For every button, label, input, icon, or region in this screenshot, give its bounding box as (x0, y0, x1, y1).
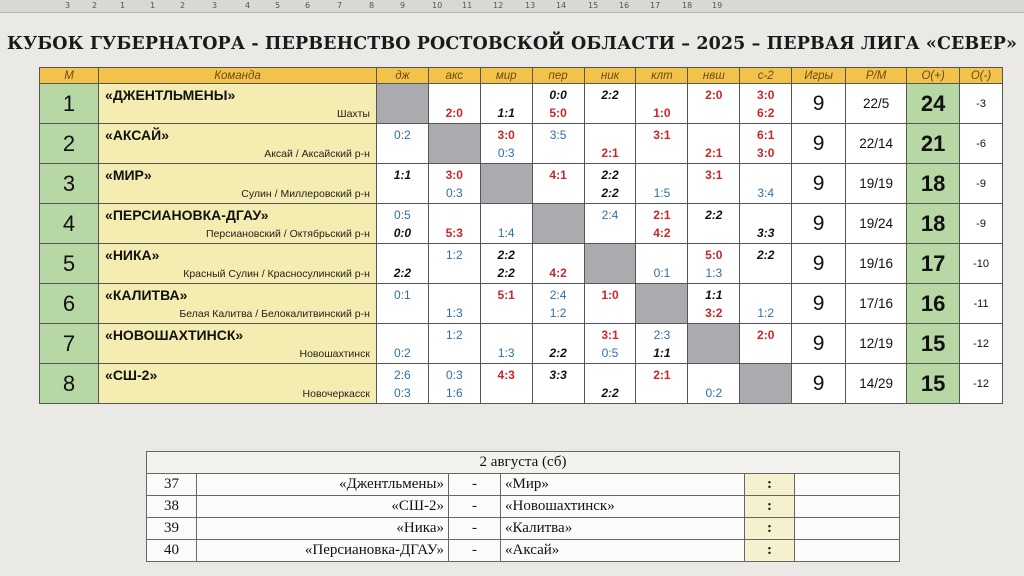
match-score: 1:3 (445, 306, 463, 320)
home-team: «СШ-2» (197, 496, 449, 518)
column-header: с-2 (740, 68, 792, 84)
match-score: 1:2 (445, 328, 463, 342)
result-cell (740, 204, 792, 244)
place-cell: 5 (40, 244, 99, 284)
points-cell: 17 (907, 244, 960, 284)
ruler-tick: 1 (120, 1, 126, 10)
match-score: 2:2 (705, 208, 723, 222)
result-cell (636, 244, 688, 284)
goals-cell: 19/19 (846, 164, 907, 204)
score-field: : (745, 540, 795, 562)
games-cell: 9 (792, 124, 846, 164)
team-cell (99, 84, 377, 124)
match-score: 3:1 (705, 168, 723, 182)
team-city: Шахты (336, 108, 370, 120)
result-cell (428, 84, 480, 124)
match-score: 2:2 (497, 266, 515, 280)
match-score: 0:5 (394, 208, 411, 222)
games-cell: 9 (792, 284, 846, 324)
empty-cell (795, 540, 900, 562)
result-cell (636, 124, 688, 164)
match-score: 3:0 (445, 168, 463, 182)
ruler-tick: 14 (556, 1, 567, 10)
match-score: 2:1 (653, 368, 671, 382)
team-row (40, 124, 1003, 164)
place-cell: 7 (40, 324, 99, 364)
home-team: «Джентльмены» (197, 474, 449, 496)
match-score: 2:1 (601, 146, 619, 160)
team-row (40, 284, 1003, 324)
games-cell: 9 (792, 204, 846, 244)
team-name: «СШ-2» (105, 367, 158, 383)
team-city: Сулин / Миллеровский р-н (241, 188, 370, 200)
result-cell (376, 244, 428, 284)
match-score: 1:0 (601, 288, 619, 302)
team-row (40, 244, 1003, 284)
team-name: «НИКА» (105, 247, 160, 263)
team-row (40, 204, 1003, 244)
points-cell: 21 (907, 124, 960, 164)
team-name: «АКСАЙ» (105, 127, 170, 143)
points-cell: 18 (907, 164, 960, 204)
result-cell (532, 284, 584, 324)
result-cell (584, 84, 636, 124)
points-cell: 15 (907, 324, 960, 364)
goals-cell: 12/19 (846, 324, 907, 364)
empty-cell (795, 474, 900, 496)
away-team: «Новошахтинск» (501, 496, 745, 518)
match-score: 1:3 (705, 266, 723, 280)
result-cell (480, 204, 532, 244)
place-cell: 3 (40, 164, 99, 204)
result-cell (636, 364, 688, 404)
result-cell (740, 324, 792, 364)
place-cell: 1 (40, 84, 99, 124)
result-cell (376, 124, 428, 164)
match-score: 3:0 (757, 146, 775, 160)
match-score: 2:4 (601, 208, 619, 222)
ruler-tick: 10 (432, 1, 443, 10)
result-cell (584, 124, 636, 164)
self-match-cell (740, 364, 792, 404)
match-dash: - (449, 540, 501, 562)
match-score: 0:2 (394, 128, 411, 142)
match-score: 6:2 (757, 106, 775, 120)
match-score: 2:2 (601, 88, 619, 102)
ruler-tick: 3 (212, 1, 218, 10)
games-cell: 9 (792, 364, 846, 404)
team-cell (99, 244, 377, 284)
result-cell (584, 364, 636, 404)
team-city: Новочеркасск (302, 388, 370, 400)
match-score: 2:4 (549, 288, 567, 302)
match-score: 1:1 (705, 288, 723, 302)
column-header: мир (480, 68, 532, 84)
empty-cell (795, 496, 900, 518)
match-score: 0:3 (394, 386, 411, 400)
points-lost-cell: -12 (960, 364, 1003, 404)
match-score: 2:0 (705, 88, 723, 102)
points-lost-cell: -3 (960, 84, 1003, 124)
result-cell (532, 364, 584, 404)
result-cell (376, 324, 428, 364)
place-cell: 8 (40, 364, 99, 404)
match-score: 2:2 (497, 248, 515, 262)
result-cell (688, 204, 740, 244)
result-cell (584, 324, 636, 364)
ruler-tick: 9 (400, 1, 406, 10)
match-score: 1:1 (653, 346, 671, 360)
result-cell (480, 364, 532, 404)
match-score: 1:1 (497, 106, 515, 120)
goals-cell: 22/14 (846, 124, 907, 164)
match-score: 2:2 (601, 168, 619, 182)
result-cell (428, 164, 480, 204)
place-cell: 2 (40, 124, 99, 164)
match-score: 1:5 (653, 186, 671, 200)
match-score: 3:2 (705, 306, 723, 320)
schedule-date: 2 августа (сб) (147, 452, 900, 474)
match-score: 2:2 (601, 186, 619, 200)
team-cell (99, 364, 377, 404)
self-match-cell (636, 284, 688, 324)
match-score: 2:1 (705, 146, 723, 160)
games-cell: 9 (792, 244, 846, 284)
match-score: 6:1 (757, 128, 775, 142)
match-score: 0:0 (393, 226, 412, 240)
ruler-tick: 11 (462, 1, 473, 10)
result-cell (376, 364, 428, 404)
ruler-tick: 18 (682, 1, 693, 10)
result-cell (532, 124, 584, 164)
match-score: 5:0 (705, 248, 723, 262)
match-score: 4:2 (653, 226, 671, 240)
column-header: О(-) (960, 68, 1003, 84)
match-number: 37 (147, 474, 197, 496)
result-cell (376, 164, 428, 204)
team-city: Красный Сулин / Красносулинский р-н (183, 268, 370, 280)
match-score: 1:0 (653, 106, 671, 120)
match-score: 1:2 (757, 306, 775, 320)
result-cell (636, 84, 688, 124)
result-cell (636, 204, 688, 244)
team-city: Белая Калитва / Белокалитвинский р-н (179, 308, 370, 320)
match-score: 0:5 (601, 346, 619, 360)
result-cell (480, 324, 532, 364)
points-cell: 18 (907, 204, 960, 244)
self-match-cell (480, 164, 532, 204)
column-header: ник (584, 68, 636, 84)
goals-cell: 19/24 (846, 204, 907, 244)
match-score: 3:4 (757, 186, 775, 200)
match-score: 0:3 (445, 368, 463, 382)
team-row (40, 84, 1003, 124)
match-number: 39 (147, 518, 197, 540)
result-cell (636, 164, 688, 204)
team-cell (99, 284, 377, 324)
match-score: 2:0 (445, 106, 463, 120)
match-score: 1:2 (445, 248, 463, 262)
self-match-cell (688, 324, 740, 364)
result-cell (688, 164, 740, 204)
schedule-table (146, 451, 900, 562)
points-lost-cell: -9 (960, 164, 1003, 204)
away-team: «Калитва» (501, 518, 745, 540)
match-score: 2:1 (653, 208, 671, 222)
result-cell (428, 244, 480, 284)
match-number: 38 (147, 496, 197, 518)
ruler-tick: 7 (337, 1, 343, 10)
team-cell (99, 204, 377, 244)
self-match-cell (428, 124, 480, 164)
result-cell (532, 324, 584, 364)
ruler-tick: 19 (712, 1, 723, 10)
points-lost-cell: -11 (960, 284, 1003, 324)
match-dash: - (449, 474, 501, 496)
standings-header-row (40, 68, 1003, 84)
team-name: «ПЕРСИАНОВКА-ДГАУ» (105, 207, 269, 223)
away-team: «Мир» (501, 474, 745, 496)
match-score: 0:1 (653, 266, 671, 280)
result-cell (740, 84, 792, 124)
team-cell (99, 124, 377, 164)
match-score: 2:3 (653, 328, 671, 342)
match-score: 1:1 (393, 168, 412, 182)
points-cell: 16 (907, 284, 960, 324)
column-header: О(+) (907, 68, 960, 84)
column-header: клт (636, 68, 688, 84)
team-city: Персиановский / Октябрьский р-н (205, 228, 370, 240)
result-cell (428, 324, 480, 364)
match-score: 3:1 (653, 128, 671, 142)
games-cell: 9 (792, 84, 846, 124)
ruler-tick: 8 (369, 1, 375, 10)
result-cell (428, 284, 480, 324)
empty-cell (795, 518, 900, 540)
ruler-tick: 2 (180, 1, 186, 10)
self-match-cell (376, 84, 428, 124)
result-cell (740, 244, 792, 284)
result-cell (584, 284, 636, 324)
schedule-row (147, 540, 900, 562)
result-cell (480, 284, 532, 324)
match-score: 0:3 (445, 186, 463, 200)
ruler-tick: 6 (305, 1, 311, 10)
match-score: 2:2 (757, 248, 775, 262)
column-header: Игры (792, 68, 846, 84)
result-cell (688, 364, 740, 404)
match-score: 1:3 (497, 346, 515, 360)
match-score: 0:0 (549, 88, 567, 102)
result-cell (376, 284, 428, 324)
place-cell: 6 (40, 284, 99, 324)
match-score: 5:1 (497, 288, 515, 302)
match-score: 1:4 (497, 226, 515, 240)
self-match-cell (584, 244, 636, 284)
team-city: Новошахтинск (299, 348, 370, 360)
goals-cell: 17/16 (846, 284, 907, 324)
ruler-tick: 4 (245, 1, 251, 10)
schedule-row (147, 496, 900, 518)
goals-cell: 22/5 (846, 84, 907, 124)
self-match-cell (532, 204, 584, 244)
result-cell (688, 124, 740, 164)
match-score: 3:1 (601, 328, 619, 342)
goals-cell: 14/29 (846, 364, 907, 404)
home-team: «Персиановка-ДГАУ» (197, 540, 449, 562)
match-score: 2:0 (757, 328, 775, 342)
ruler-tick: 15 (588, 1, 599, 10)
column-header: акс (428, 68, 480, 84)
column-header: Команда (99, 68, 377, 84)
column-header: дж (376, 68, 428, 84)
team-name: «НОВОШАХТИНСК» (105, 327, 244, 343)
ruler-tick: 13 (525, 1, 536, 10)
team-name: «ДЖЕНТЛЬМЕНЫ» (105, 87, 236, 103)
team-cell (99, 164, 377, 204)
column-header: Р/М (846, 68, 907, 84)
match-score: 3:0 (497, 128, 515, 142)
ruler-tick: 16 (619, 1, 630, 10)
match-number: 40 (147, 540, 197, 562)
games-cell: 9 (792, 324, 846, 364)
result-cell (480, 84, 532, 124)
points-cell: 15 (907, 364, 960, 404)
column-header: нвш (688, 68, 740, 84)
goals-cell: 19/16 (846, 244, 907, 284)
match-score: 3:0 (757, 88, 775, 102)
team-row (40, 324, 1003, 364)
match-score: 0:3 (497, 146, 515, 160)
score-field: : (745, 474, 795, 496)
match-score: 2:2 (393, 266, 412, 280)
points-lost-cell: -12 (960, 324, 1003, 364)
result-cell (688, 244, 740, 284)
match-dash: - (449, 518, 501, 540)
match-score: 4:3 (497, 368, 515, 382)
team-name: «МИР» (105, 167, 152, 183)
score-field: : (745, 496, 795, 518)
match-score: 2:2 (601, 386, 619, 400)
team-name: «КАЛИТВА» (105, 287, 188, 303)
ruler-tick: 1 (150, 1, 156, 10)
match-score: 0:2 (394, 346, 411, 360)
score-field: : (745, 518, 795, 540)
team-cell (99, 324, 377, 364)
match-score: 0:1 (394, 288, 411, 302)
match-score: 2:2 (549, 346, 567, 360)
ruler-tick: 12 (493, 1, 504, 10)
match-score: 3:5 (549, 128, 567, 142)
games-cell: 9 (792, 164, 846, 204)
match-score: 2:6 (394, 368, 411, 382)
team-row (40, 364, 1003, 404)
away-team: «Аксай» (501, 540, 745, 562)
match-score: 3:3 (757, 226, 775, 240)
result-cell (480, 124, 532, 164)
schedule-row (147, 518, 900, 540)
column-header: пер (532, 68, 584, 84)
result-cell (688, 284, 740, 324)
result-cell (584, 164, 636, 204)
match-score: 3:3 (549, 368, 567, 382)
result-cell (532, 164, 584, 204)
match-score: 1:2 (549, 306, 567, 320)
team-row (40, 164, 1003, 204)
match-score: 4:2 (549, 266, 567, 280)
result-cell (480, 244, 532, 284)
result-cell (532, 84, 584, 124)
standings-table (39, 67, 1003, 404)
result-cell (740, 284, 792, 324)
team-city: Аксай / Аксайский р-н (264, 148, 370, 160)
place-cell: 4 (40, 204, 99, 244)
points-lost-cell: -9 (960, 204, 1003, 244)
result-cell (532, 244, 584, 284)
home-team: «Ника» (197, 518, 449, 540)
match-score: 5:0 (549, 106, 567, 120)
schedule-row (147, 474, 900, 496)
result-cell (688, 84, 740, 124)
match-score: 4:1 (549, 168, 567, 182)
ruler-tick: 17 (650, 1, 661, 10)
result-cell (428, 364, 480, 404)
document-ruler (0, 0, 1024, 13)
document-title: КУБОК ГУБЕРНАТОРА - ПЕРВЕНСТВО РОСТОВСКОЙ ОБЛАСТИ – 2025 – ПЕРВАЯ ЛИГА «СЕВЕР» (6, 34, 1018, 54)
points-cell: 24 (907, 84, 960, 124)
column-header: М (40, 68, 99, 84)
result-cell (584, 204, 636, 244)
result-cell (636, 324, 688, 364)
result-cell (740, 124, 792, 164)
points-lost-cell: -6 (960, 124, 1003, 164)
match-dash: - (449, 496, 501, 518)
points-lost-cell: -10 (960, 244, 1003, 284)
ruler-tick: 3 (65, 1, 71, 10)
ruler-tick: 5 (275, 1, 281, 10)
result-cell (376, 204, 428, 244)
result-cell (740, 164, 792, 204)
match-score: 5:3 (445, 226, 463, 240)
match-score: 0:2 (705, 386, 723, 400)
result-cell (428, 204, 480, 244)
ruler-tick: 2 (92, 1, 98, 10)
match-score: 1:6 (445, 386, 463, 400)
